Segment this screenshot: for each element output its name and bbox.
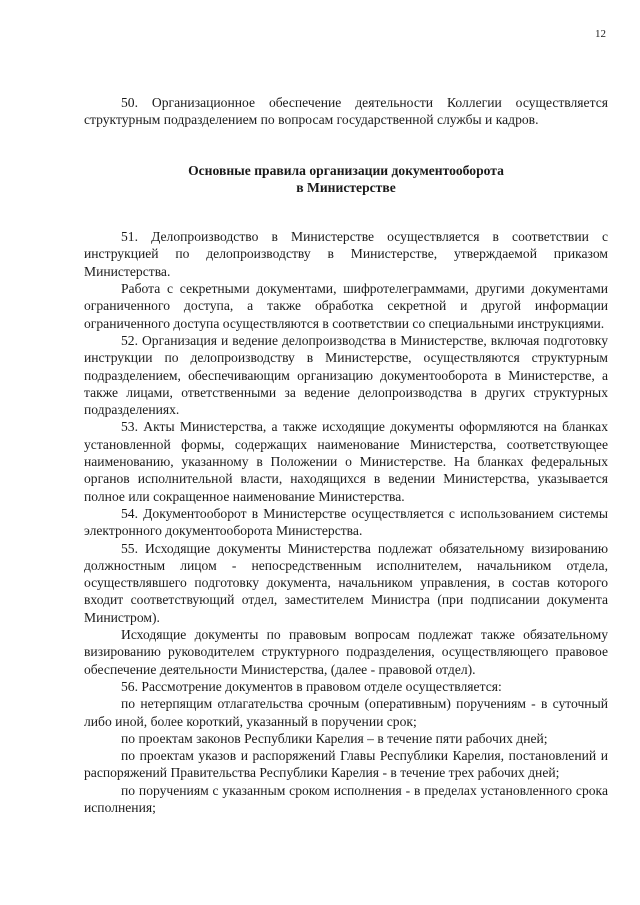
paragraph-51-secret-docs: Работа с секретными документами, шифротелеграммами, другими документами ограниченного доступа, а также обработка секретной и другой информации ограниченного доступа осуществляются в соответствии со специальными инструкциями. [84,281,608,331]
section-title [84,162,608,197]
section-title-line-1: Основные правила организации документооборота [188,162,504,178]
list-item-urgent: по нетерпящим отлагательства срочным (оперативным) поручениям - в суточный либо иной, более короткий, указанный в поручении срок; [84,696,608,729]
list-item-laws: по проектам законов Республики Карелия – в течение пяти рабочих дней; [121,730,548,746]
paragraph-50: 50. Организационное обеспечение деятельности Коллегии осуществляется структурным подразделением по вопросам государственной службы и кадров. [84,95,608,128]
paragraph-53: 53. Акты Министерства, а также исходящие документы оформляются на бланках установленной формы, содержащих наименование Министерства, соответствующее наименованию, указанному в Положении о Министерстве. На бланках федеральных органов исполнительной власти, находящихся в ведении Министерства, указывается полное или сокращенное наименование Министерства. [84,419,608,504]
paragraph-54: 54. Документооборот в Министерстве осуществляется с использованием системы электронного документооборота Министерства. [84,505,608,539]
paragraph-55: 55. Исходящие документы Министерства подлежат обязательному визированию должностным лицом - непосредственным исполнителем, начальником отдела, осуществлявшего подготовку документа, начальником управления, в состав которого входит соответствующий отдел, заместителем Министра (при подписании документа Министром). [84,540,608,625]
paragraph-51: 51. Делопроизводство в Министерстве осуществляется в соответствии с инструкцией по делопроизводству в Министерстве, утверждаемой приказом Министерства. [84,229,608,279]
page-number: 12 [595,28,606,40]
paragraph-56: 56. Рассмотрение документов в правовом отделе осуществляется: [121,678,502,694]
list-item-decrees: по проектам указов и распоряжений Главы Республики Карелия, постановлений и распоряжений Правительства Республики Карелия - в течение трех рабочих дней; [84,748,608,781]
paragraph-52: 52. Организация и ведение делопроизводства в Министерстве, включая подготовку инструкции по делопроизводству в Министерстве, осуществляются структурным подразделением, обеспечивающим организацию документооборота в Министерстве, а также лицами, ответственными за ведение делопроизводства в других структурных подразделениях. [84,332,608,418]
paragraph-55-legal: Исходящие документы по правовым вопросам подлежат также обязательному визированию руководителем структурного подразделения, осуществляющего правовое обеспечение деятельности Министерства, (далее - правовой отдел). [84,627,608,677]
section-title-line-2: в Министерстве [296,179,396,195]
document-body [84,94,608,816]
list-item-instructions: по поручениям с указанным сроком исполнения - в пределах установленного срока исполнения; [84,782,608,815]
